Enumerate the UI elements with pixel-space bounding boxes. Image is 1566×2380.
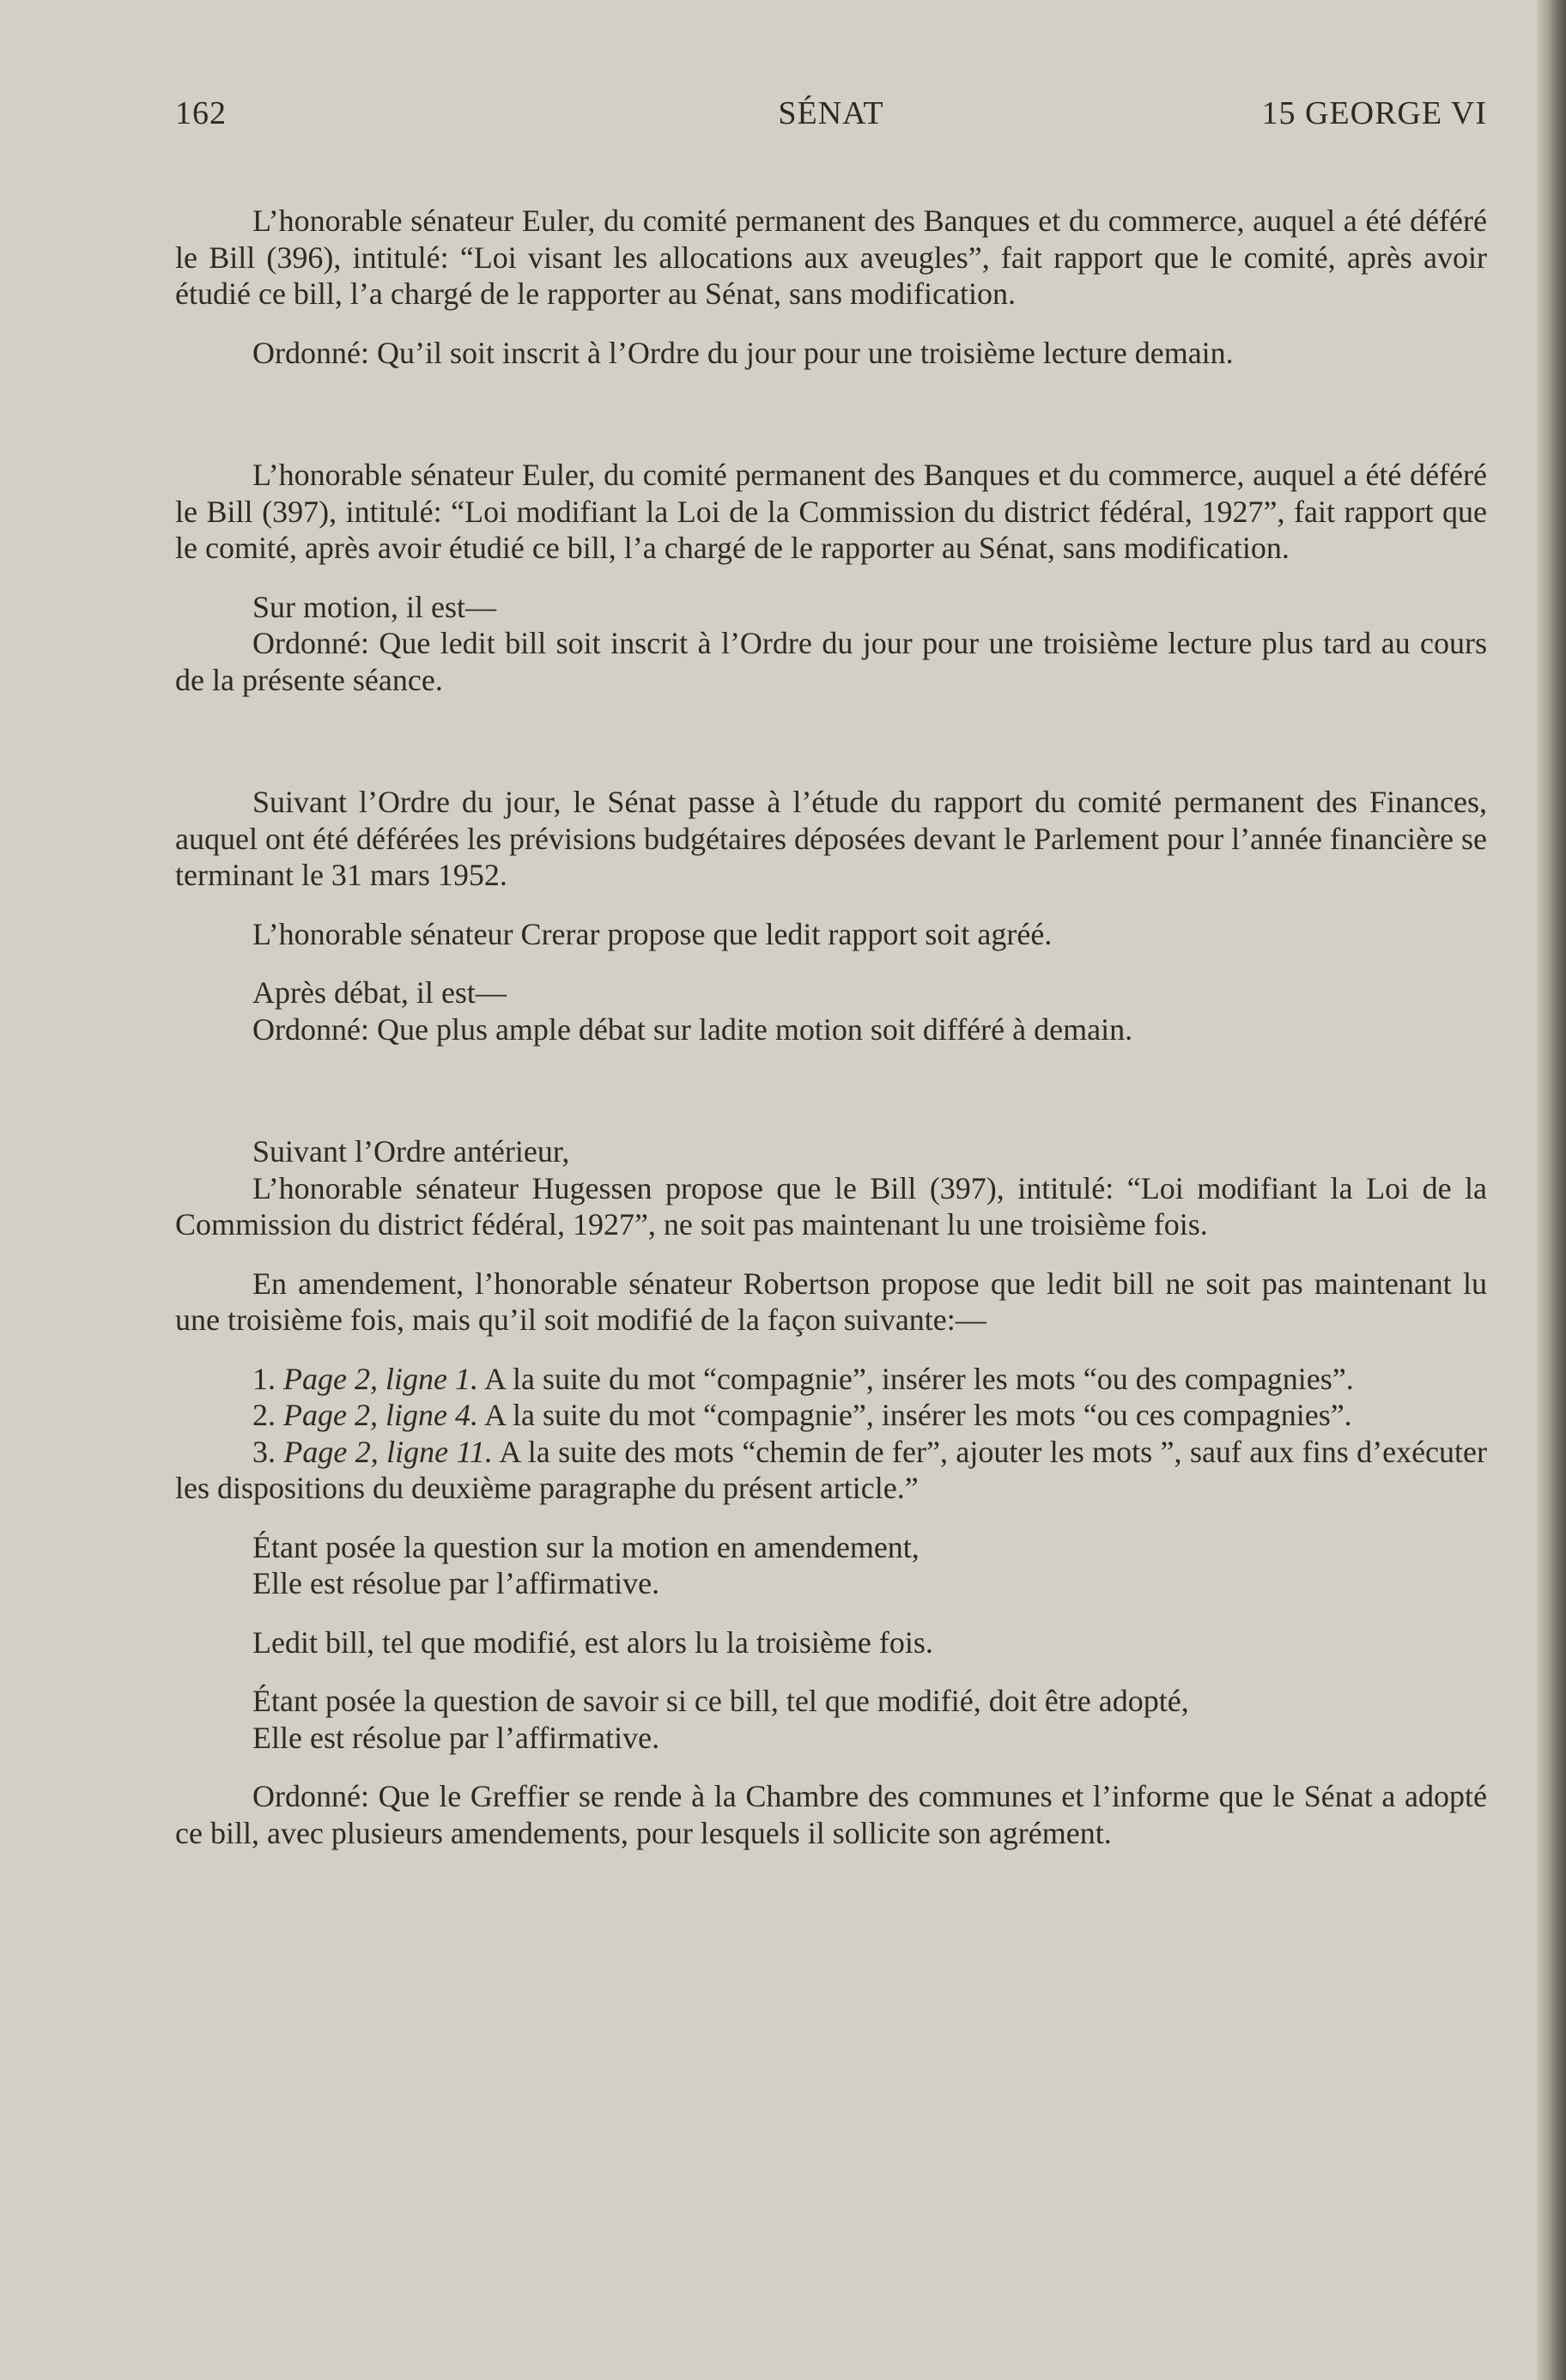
paragraph: Ordonné: Que plus ample débat sur ladite motion soit différé à demain.: [252, 1011, 1133, 1047]
entry-bill-397-report: [175, 457, 1487, 698]
entry-finance-report: [175, 784, 1487, 1047]
paragraph: L’honorable sénateur Crerar propose que ledit rapport soit agréé.: [252, 916, 1053, 951]
paragraph: Ledit bill, tel que modifié, est alors lu la troisième fois.: [252, 1624, 933, 1660]
paragraph: Elle est résolue par l’affirmative.: [252, 1720, 660, 1755]
amendment-number: 3.: [252, 1434, 276, 1469]
paragraph: Sur motion, il est—: [252, 589, 497, 624]
amendment-number: 2.: [252, 1398, 276, 1432]
paragraph: Ordonné: Que ledit bill soit inscrit à l’Ordre du jour pour une troisième lecture plus tard au cours de la présente séance.: [175, 626, 1487, 697]
journal-body: [175, 203, 1487, 1851]
entry-bill-396-report: [175, 203, 1487, 371]
running-header: [175, 94, 1487, 137]
page-number: 162: [175, 95, 227, 131]
paragraph: En amendement, l’honorable sénateur Robertson propose que ledit bill ne soit pas maintenant lu une troisième fois, mais qu’il soit modifié de la façon suivante:—: [175, 1266, 1487, 1337]
header-title: SÉNAT: [778, 95, 884, 131]
paragraph: Suivant l’Ordre antérieur,: [252, 1134, 570, 1169]
paragraph: Ordonné: Que le Greffier se rende à la Chambre des communes et l’informe que le Sénat a adopté ce bill, avec plusieurs amendements, pour lesquels il sollicite son agrément.: [175, 1779, 1487, 1850]
paragraph: Étant posée la question sur la motion en amendement,: [252, 1529, 920, 1564]
amendment-text: A la suite du mot “compagnie”, insérer les mots “ou des compagnies”.: [483, 1361, 1354, 1396]
amendment-item: [175, 1434, 1487, 1507]
amendment-item: [175, 1397, 1487, 1434]
paragraph: Étant posée la question de savoir si ce bill, tel que modifié, doit être adopté,: [252, 1684, 1189, 1718]
paragraph: Suivant l’Ordre du jour, le Sénat passe à l’étude du rapport du comité permanent des Finances, auquel ont été déférées les prévisions budgétaires déposées devant le Parlement pour l’année financière se terminant le 31 mars 1952.: [175, 785, 1487, 892]
entry-bill-397-third-reading: [175, 1133, 1487, 1851]
paragraph: Elle est résolue par l’affirmative.: [252, 1566, 660, 1600]
amendment-reference: Page 2, ligne 11.: [283, 1434, 493, 1469]
page-edge-shadow: [1537, 0, 1566, 2380]
amendment-reference: Page 2, ligne 1.: [283, 1361, 478, 1396]
paragraph: L’honorable sénateur Hugessen propose que le Bill (397), intitulé: “Loi modifiant la Loi de la Commission du district fédéral, 1927”, ne soit pas maintenant lu une troisième fois.: [175, 1170, 1487, 1242]
amendment-text: A la suite des mots “chemin de fer”, ajouter les mots ”, sauf aux fins d’exécuter les dispositions du deuxième paragraphe du présent article.”: [175, 1434, 1488, 1505]
amendment-number: 1.: [252, 1361, 276, 1396]
amendment-text: A la suite du mot “compagnie”, insérer les mots “ou ces compagnies”.: [483, 1398, 1352, 1432]
amendment-reference: Page 2, ligne 4.: [283, 1398, 478, 1432]
paragraph: Après débat, il est—: [252, 975, 507, 1010]
amendment-item: [175, 1361, 1487, 1398]
paragraph: Ordonné: Qu’il soit inscrit à l’Ordre du jour pour une troisième lecture demain.: [252, 335, 1234, 370]
paragraph: L’honorable sénateur Euler, du comité permanent des Banques et du commerce, auquel a été déféré le Bill (397), intitulé: “Loi modifiant la Loi de la Commission du district fédéral, 1927”, fait rapport que le comité, après avoir étudié ce bill, l’a chargé de le rapporter au Sénat, sans modification.: [175, 458, 1487, 565]
paragraph: L’honorable sénateur Euler, du comité permanent des Banques et du commerce, auquel a été déféré le Bill (396), intitulé: “Loi visant les allocations aux aveugles”, fait rapport que le comité, après avoir étudié ce bill, l’a chargé de le rapporter au Sénat, sans modification.: [175, 203, 1487, 311]
header-session: 15 GEORGE VI: [1261, 95, 1487, 131]
